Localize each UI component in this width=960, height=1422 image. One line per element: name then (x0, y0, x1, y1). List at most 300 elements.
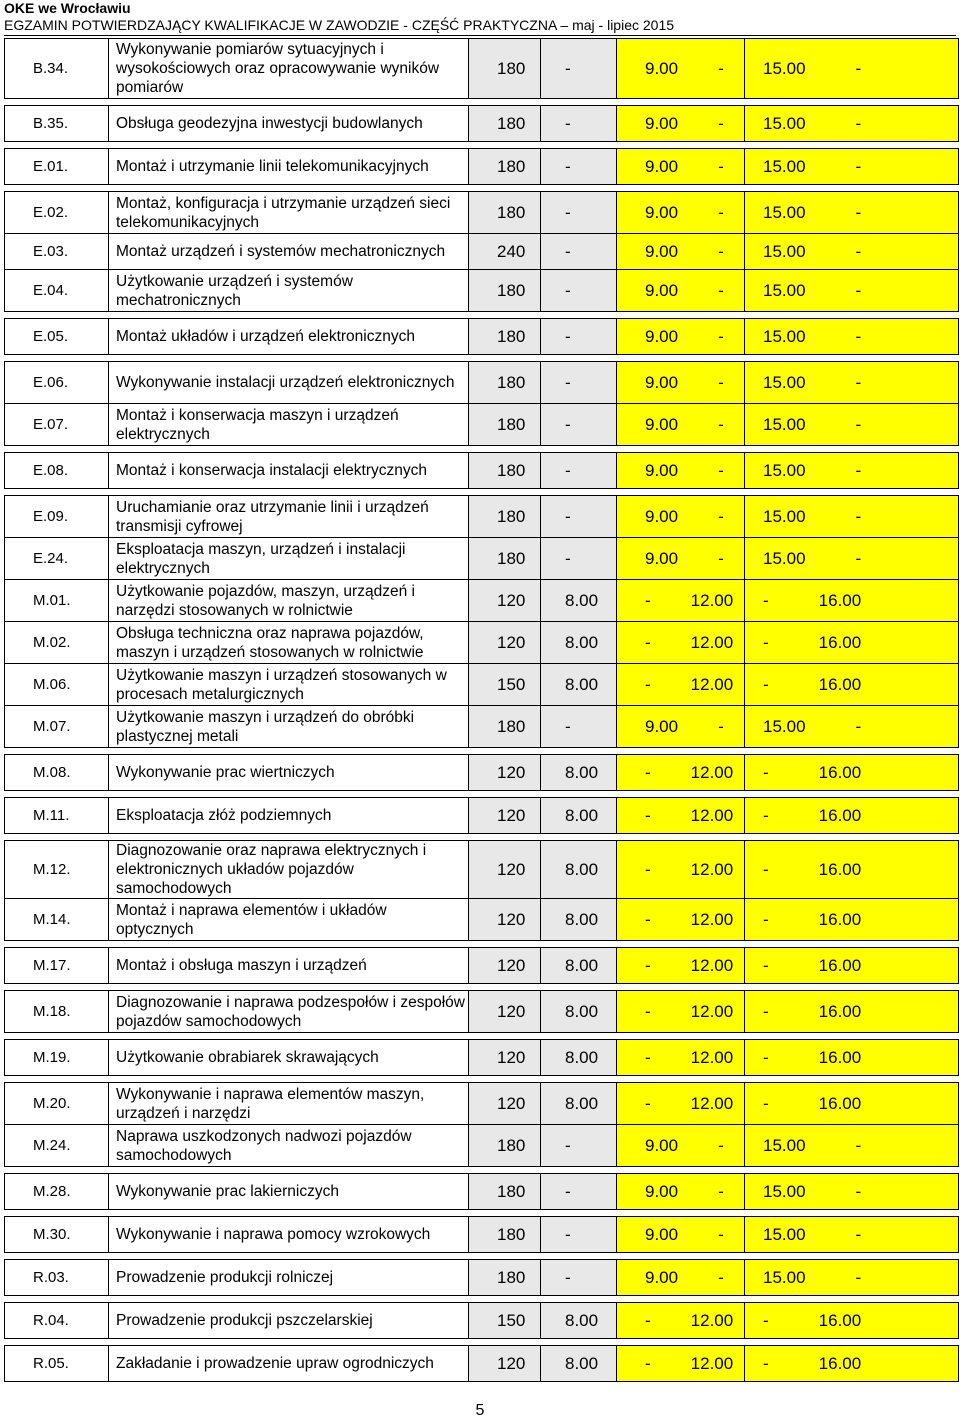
qualification-name: Obsługa geodezyjna inwestycji budowlanych (116, 115, 423, 132)
qualification-name: Prowadzenie produkcji rolniczej (116, 1269, 334, 1286)
session-start-2-cell (617, 1217, 745, 1253)
session-start-1-cell (541, 270, 617, 312)
qualification-code-cell (5, 1040, 109, 1076)
session-start-3-cell (745, 798, 959, 834)
spacer-cell (5, 1167, 959, 1174)
exam-duration-cell (469, 270, 541, 312)
qualification-code-cell (5, 319, 109, 355)
qualification-code-cell (5, 1174, 109, 1210)
qualification-name-cell (109, 192, 469, 234)
qualification-name: Diagnozowanie i naprawa podzespołów i zespołów pojazdów samochodowych (116, 993, 465, 1030)
session-start-3-cell (745, 755, 959, 791)
session-start-2-cell (617, 798, 745, 834)
exam-duration: 180 (497, 548, 526, 568)
session-start-2-cell (617, 453, 745, 489)
session-start-3: 15.00 (763, 372, 806, 392)
table-row (5, 1083, 959, 1125)
qualification-code-cell (5, 106, 109, 142)
session-end: - (855, 716, 862, 736)
exam-duration-cell (469, 991, 541, 1033)
session-start-3: 15.00 (763, 506, 806, 526)
exam-duration-cell (469, 622, 541, 664)
session-start-1: - (565, 326, 571, 346)
table-row (5, 106, 959, 142)
qualification-name-cell (109, 1260, 469, 1296)
qualification-code: M.02. (33, 634, 71, 651)
session-start-2-cell (617, 580, 745, 622)
qualification-code: M.20. (33, 1095, 71, 1112)
table-row (5, 1174, 959, 1210)
session-start-3-cell (745, 1260, 959, 1296)
qualification-name-cell (109, 1346, 469, 1382)
session-start-3-cell (745, 948, 959, 984)
qualification-code-cell (5, 192, 109, 234)
table-row (5, 948, 959, 984)
session-start-1-cell (541, 706, 617, 748)
session-start-3-cell (745, 149, 959, 185)
session-start-3-cell (745, 622, 959, 664)
session-start-1: - (565, 202, 571, 222)
exam-duration: 180 (497, 1181, 526, 1201)
group-spacer (5, 1339, 959, 1346)
session-start-2: 9.00 (645, 113, 679, 133)
qualification-name-cell (109, 1083, 469, 1125)
spacer-cell (5, 446, 959, 453)
separator-dash: - (718, 156, 724, 176)
session-start-3: 15.00 (763, 156, 806, 176)
qualification-code: M.01. (33, 592, 71, 609)
session-start-2: 9.00 (645, 1181, 679, 1201)
group-spacer (5, 791, 959, 798)
session-start-2: - (645, 632, 651, 652)
exam-duration-cell (469, 496, 541, 538)
session-start-2: 9.00 (645, 1224, 679, 1244)
separator-dash: - (718, 460, 724, 480)
qualification-code: E.04. (33, 282, 69, 299)
qualification-name-cell (109, 1303, 469, 1339)
session-start-2-cell (617, 664, 745, 706)
qualification-name: Użytkowanie maszyn i urządzeń do obróbki plastycznej metali (116, 708, 415, 745)
group-spacer (5, 1076, 959, 1083)
table-row (5, 755, 959, 791)
group-spacer (5, 446, 959, 453)
qualification-name-cell (109, 149, 469, 185)
exam-duration: 150 (497, 674, 526, 694)
session-end: 16.00 (818, 762, 862, 782)
exam-duration: 240 (497, 241, 526, 261)
separator-dash: 12.00 (690, 859, 734, 879)
qualification-code-cell (5, 538, 109, 580)
session-start-2: 9.00 (645, 1267, 679, 1287)
qualification-name-cell (109, 1217, 469, 1253)
exam-duration: 120 (497, 805, 526, 825)
session-start-1: - (565, 460, 571, 480)
session-start-2-cell (617, 1174, 745, 1210)
session-start-2-cell (617, 1346, 745, 1382)
session-start-1: 8.00 (565, 859, 599, 879)
spacer-cell (5, 355, 959, 362)
session-start-1-cell (541, 234, 617, 270)
session-start-3: - (763, 632, 769, 652)
group-spacer (5, 312, 959, 319)
qualification-name: Eksploatacja złóż podziemnych (116, 807, 332, 824)
exam-duration-cell (469, 1346, 541, 1382)
session-start-1-cell (541, 1125, 617, 1167)
qualification-name-cell (109, 706, 469, 748)
session-start-3-cell (745, 538, 959, 580)
qualification-name: Uruchamianie oraz utrzymanie linii i urządzeń transmisji cyfrowej (116, 498, 429, 535)
session-start-1: 8.00 (565, 1310, 599, 1330)
qualification-name-cell (109, 453, 469, 489)
separator-dash: 12.00 (690, 1310, 734, 1330)
session-start-3-cell (745, 39, 959, 99)
qualification-code: E.05. (33, 328, 69, 345)
separator-dash: - (718, 1135, 724, 1155)
qualification-code: B.34. (33, 60, 69, 77)
session-end: - (855, 58, 862, 78)
table-row (5, 538, 959, 580)
qualification-code: E.09. (33, 508, 69, 525)
session-end: - (855, 113, 862, 133)
session-start-3-cell (745, 1303, 959, 1339)
session-start-1: - (565, 241, 571, 261)
session-start-3-cell (745, 991, 959, 1033)
session-start-1: - (565, 113, 571, 133)
session-start-3: - (763, 674, 769, 694)
session-start-2-cell (617, 948, 745, 984)
table-row (5, 1346, 959, 1382)
exam-duration-cell (469, 841, 541, 899)
exam-duration-cell (469, 1125, 541, 1167)
exam-duration: 120 (497, 1047, 526, 1067)
qualification-code-cell (5, 1217, 109, 1253)
qualification-name: Prowadzenie produkcji pszczelarskiej (116, 1312, 373, 1329)
qualification-name-cell (109, 622, 469, 664)
session-start-2: 9.00 (645, 326, 679, 346)
qualification-name: Montaż i konserwacja instalacji elektrycznych (116, 462, 427, 479)
session-start-1: 8.00 (565, 955, 599, 975)
page-number: 5 (475, 1402, 485, 1419)
qualification-name: Montaż, konfiguracja i utrzymanie urządzeń sieci telekomunikacyjnych (116, 194, 451, 231)
exam-duration: 180 (497, 202, 526, 222)
qualification-name: Montaż i naprawa elementów i układów optycznych (116, 901, 387, 938)
session-start-3-cell (745, 362, 959, 404)
session-start-1: - (565, 716, 571, 736)
session-start-3: - (763, 1310, 769, 1330)
exam-duration: 180 (497, 716, 526, 736)
exam-duration: 120 (497, 590, 526, 610)
session-end: - (855, 1267, 862, 1287)
session-start-3-cell (745, 664, 959, 706)
qualification-name: Wykonywanie pomiarów sytuacyjnych i wysokościowych oraz opracowywanie wyników pomiarów (116, 41, 440, 96)
session-start-2: - (645, 909, 651, 929)
qualification-code-cell (5, 404, 109, 446)
session-end: - (855, 202, 862, 222)
qualification-name-cell (109, 899, 469, 941)
session-start-3-cell (745, 404, 959, 446)
group-spacer (5, 355, 959, 362)
qualification-code: E.07. (33, 416, 69, 433)
qualification-code-cell (5, 798, 109, 834)
qualification-code-cell (5, 622, 109, 664)
session-start-1-cell (541, 991, 617, 1033)
session-start-3: 15.00 (763, 1267, 806, 1287)
session-start-2: - (645, 805, 651, 825)
session-start-3: - (763, 762, 769, 782)
session-start-2: 9.00 (645, 202, 679, 222)
qualification-code-cell (5, 453, 109, 489)
exam-duration: 180 (497, 113, 526, 133)
session-start-1-cell (541, 1040, 617, 1076)
session-start-1-cell (541, 899, 617, 941)
session-start-1: 8.00 (565, 590, 599, 610)
session-start-2-cell (617, 1125, 745, 1167)
qualification-code: E.24. (33, 550, 69, 567)
qualification-code: E.06. (33, 374, 69, 391)
session-start-1: 8.00 (565, 1001, 599, 1021)
exam-duration-cell (469, 1303, 541, 1339)
separator-dash: 12.00 (690, 909, 734, 929)
session-start-3-cell (745, 496, 959, 538)
session-start-3: 15.00 (763, 716, 806, 736)
separator-dash: 12.00 (690, 762, 734, 782)
session-end: 16.00 (818, 909, 862, 929)
qualification-code: M.30. (33, 1226, 71, 1243)
separator-dash: - (718, 241, 724, 261)
session-start-3: 15.00 (763, 548, 806, 568)
session-end: - (855, 280, 862, 300)
session-start-1-cell (541, 319, 617, 355)
session-start-1-cell (541, 1260, 617, 1296)
session-start-2-cell (617, 362, 745, 404)
exam-duration: 180 (497, 326, 526, 346)
session-end: 16.00 (818, 590, 862, 610)
session-start-2-cell (617, 841, 745, 899)
session-end: 16.00 (818, 1047, 862, 1067)
exam-schedule-table (4, 38, 959, 1382)
qualification-name-cell (109, 1125, 469, 1167)
qualification-name: Eksploatacja maszyn, urządzeń i instalacji elektrycznych (116, 540, 406, 577)
session-start-1-cell (541, 1346, 617, 1382)
qualification-code-cell (5, 1125, 109, 1167)
qualification-code: M.14. (33, 911, 71, 928)
exam-duration: 120 (497, 762, 526, 782)
table-row (5, 1217, 959, 1253)
exam-duration: 180 (497, 58, 526, 78)
exam-duration-cell (469, 948, 541, 984)
session-start-1-cell (541, 404, 617, 446)
table-row (5, 622, 959, 664)
session-start-2: 9.00 (645, 460, 679, 480)
exam-duration: 180 (497, 460, 526, 480)
spacer-cell (5, 984, 959, 991)
separator-dash: - (718, 1224, 724, 1244)
session-start-1: - (565, 506, 571, 526)
session-start-3-cell (745, 899, 959, 941)
qualification-code: E.03. (33, 243, 69, 260)
qualification-code-cell (5, 39, 109, 99)
qualification-name: Montaż i utrzymanie linii telekomunikacyjnych (116, 158, 429, 175)
qualification-name: Użytkowanie urządzeń i systemów mechatronicznych (116, 272, 353, 309)
spacer-cell (5, 185, 959, 192)
qualification-name-cell (109, 270, 469, 312)
spacer-cell (5, 1253, 959, 1260)
page-header (4, 0, 956, 36)
qualification-name-cell (109, 755, 469, 791)
qualification-name-cell (109, 664, 469, 706)
exam-duration-cell (469, 453, 541, 489)
exam-duration-cell (469, 1174, 541, 1210)
spacer-cell (5, 1296, 959, 1303)
spacer-cell (5, 1076, 959, 1083)
qualification-name: Użytkowanie pojazdów, maszyn, urządzeń i narzędzi stosowanych w rolnictwie (116, 582, 415, 619)
session-start-1-cell (541, 453, 617, 489)
session-start-3-cell (745, 192, 959, 234)
session-start-2-cell (617, 622, 745, 664)
qualification-name: Naprawa uszkodzonych nadwozi pojazdów samochodowych (116, 1127, 412, 1164)
session-end: 16.00 (818, 632, 862, 652)
qualification-code: M.19. (33, 1049, 71, 1066)
exam-duration: 120 (497, 1093, 526, 1113)
spacer-cell (5, 1339, 959, 1346)
session-start-1-cell (541, 106, 617, 142)
session-start-2-cell (617, 496, 745, 538)
session-start-3: - (763, 1047, 769, 1067)
qualification-name-cell (109, 948, 469, 984)
group-spacer (5, 99, 959, 106)
qualification-name: Montaż urządzeń i systemów mechatronicznych (116, 243, 446, 260)
exam-duration: 180 (497, 414, 526, 434)
session-start-3: - (763, 859, 769, 879)
table-row (5, 706, 959, 748)
session-start-2-cell (617, 1260, 745, 1296)
table-row (5, 841, 959, 899)
qualification-code: E.08. (33, 462, 69, 479)
session-start-2-cell (617, 991, 745, 1033)
session-end: 16.00 (818, 674, 862, 694)
table-row (5, 270, 959, 312)
exam-duration: 180 (497, 1224, 526, 1244)
qualification-code: M.11. (33, 807, 70, 824)
exam-duration-cell (469, 580, 541, 622)
session-start-3: - (763, 1093, 769, 1113)
separator-dash: - (718, 716, 724, 736)
session-end: - (855, 1181, 862, 1201)
qualification-code-cell (5, 362, 109, 404)
qualification-code-cell (5, 149, 109, 185)
session-start-2: - (645, 1310, 651, 1330)
qualification-code-cell (5, 580, 109, 622)
session-start-1-cell (541, 1174, 617, 1210)
separator-dash: 12.00 (690, 805, 734, 825)
table-row (5, 39, 959, 99)
session-start-1: - (565, 1135, 571, 1155)
session-start-1-cell (541, 798, 617, 834)
exam-duration: 120 (497, 1001, 526, 1021)
table-row (5, 234, 959, 270)
session-start-3: 15.00 (763, 202, 806, 222)
session-start-3-cell (745, 234, 959, 270)
session-end: 16.00 (818, 955, 862, 975)
session-start-1-cell (541, 755, 617, 791)
session-start-1: 8.00 (565, 674, 599, 694)
session-start-2-cell (617, 149, 745, 185)
qualification-code-cell (5, 706, 109, 748)
qualification-code: M.08. (33, 764, 71, 781)
qualification-name-cell (109, 538, 469, 580)
qualification-name-cell (109, 841, 469, 899)
separator-dash: 12.00 (690, 590, 734, 610)
qualification-name-cell (109, 362, 469, 404)
session-end: 16.00 (818, 859, 862, 879)
qualification-name-cell (109, 580, 469, 622)
session-start-3: 15.00 (763, 241, 806, 261)
qualification-name: Użytkowanie obrabiarek skrawających (116, 1049, 379, 1066)
table-row (5, 404, 959, 446)
session-start-2: 9.00 (645, 1135, 679, 1155)
spacer-cell (5, 99, 959, 106)
session-start-3-cell (745, 106, 959, 142)
qualification-code: M.28. (33, 1183, 71, 1200)
session-start-3: - (763, 955, 769, 975)
exam-duration-cell (469, 1217, 541, 1253)
exam-duration-cell (469, 362, 541, 404)
qualification-name-cell (109, 404, 469, 446)
session-start-3: - (763, 909, 769, 929)
exam-duration-cell (469, 1040, 541, 1076)
session-start-1-cell (541, 149, 617, 185)
session-start-3: 15.00 (763, 1135, 806, 1155)
session-start-2: - (645, 1001, 651, 1021)
session-start-1: - (565, 1267, 571, 1287)
table-row (5, 453, 959, 489)
session-start-1: 8.00 (565, 762, 599, 782)
session-start-2-cell (617, 270, 745, 312)
group-spacer (5, 489, 959, 496)
session-start-1: 8.00 (565, 805, 599, 825)
qualification-code-cell (5, 1260, 109, 1296)
session-end: - (855, 414, 862, 434)
session-start-2: 9.00 (645, 548, 679, 568)
session-end: - (855, 548, 862, 568)
session-start-3: - (763, 1001, 769, 1021)
session-start-2: - (645, 590, 651, 610)
session-start-3: 15.00 (763, 1224, 806, 1244)
session-start-1: - (565, 280, 571, 300)
session-start-3: 15.00 (763, 113, 806, 133)
session-end: - (855, 326, 862, 346)
session-start-3-cell (745, 270, 959, 312)
session-end: 16.00 (818, 1001, 862, 1021)
qualification-code: M.07. (33, 718, 71, 735)
session-start-1-cell (541, 622, 617, 664)
separator-dash: 12.00 (690, 1093, 734, 1113)
exam-duration-cell (469, 1083, 541, 1125)
session-start-3: 15.00 (763, 280, 806, 300)
exam-duration: 180 (497, 156, 526, 176)
exam-duration-cell (469, 404, 541, 446)
qualification-code-cell (5, 270, 109, 312)
session-start-2-cell (617, 706, 745, 748)
table-row (5, 362, 959, 404)
session-start-3-cell (745, 580, 959, 622)
group-spacer (5, 1296, 959, 1303)
session-start-1: 8.00 (565, 909, 599, 929)
qualification-code: B.35. (33, 115, 69, 132)
spacer-cell (5, 834, 959, 841)
spacer-cell (5, 941, 959, 948)
session-start-3-cell (745, 319, 959, 355)
